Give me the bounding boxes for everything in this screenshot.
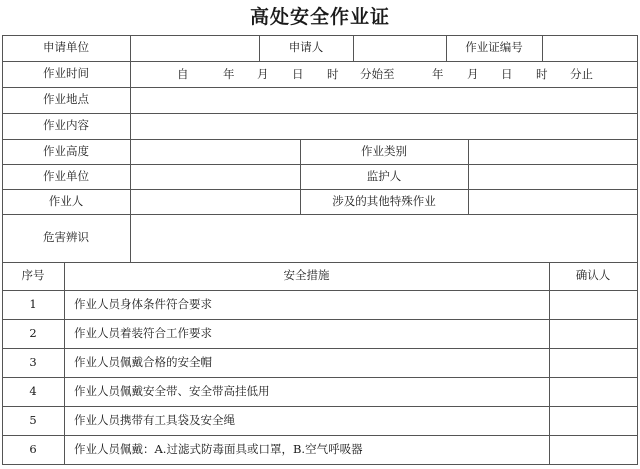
time-from: 自 [177,67,189,81]
time-month: 月 [257,67,269,81]
work-content-field[interactable] [130,113,637,139]
worker-label: 作业人 [48,193,84,208]
work-height-label: 作业高度 [43,143,89,158]
measure-confirmer-field[interactable] [549,406,637,435]
measure-text: 作业人员身体条件符合要求 [74,296,212,311]
measure-text: 作业人员携带有工具袋及安全绳 [74,412,235,427]
permit-no-label: 作业证编号 [465,40,523,55]
hazard-id-label: 危害辨识 [43,230,89,245]
time-day: 日 [292,67,304,81]
work-height-field[interactable] [130,139,300,164]
measure-no: 2 [29,325,37,340]
work-category-field[interactable] [468,139,637,164]
time-hour: 时 [327,67,339,81]
work-location-label: 作业地点 [43,92,89,107]
time-year-end: 年 [432,67,444,81]
time-hour-end: 时 [536,67,548,81]
time-minute-start-to: 分始至 [360,67,395,81]
applicant-unit-label: 申请单位 [43,40,89,55]
measure-no: 5 [29,412,37,427]
work-content-label: 作业内容 [43,118,89,133]
work-unit-field[interactable] [130,164,300,189]
time-day-end: 日 [501,67,513,81]
work-time-label: 作业时间 [43,66,89,81]
measure-no: 4 [29,383,37,398]
time-minute-stop: 分止 [570,67,593,81]
hazard-id-field[interactable] [130,214,637,262]
other-special-work-label: 涉及的其他特殊作业 [332,193,436,208]
measure-text: 作业人员着装符合工作要求 [74,325,212,340]
worker-field[interactable] [130,189,300,214]
measure-text: 作业人员佩戴：A.过滤式防毒面具或口罩，B.空气呼吸器 [74,441,363,456]
measures-header: 安全措施 [283,268,330,283]
supervisor-label: 监护人 [366,168,402,183]
work-location-field[interactable] [130,87,637,113]
permit-no-field[interactable] [542,35,637,61]
applicant-field[interactable] [353,35,446,61]
measure-confirmer-field[interactable] [549,348,637,377]
measure-confirmer-field[interactable] [549,377,637,406]
measure-text: 作业人员佩戴合格的安全帽 [74,354,212,369]
form-title: 高处安全作业证 [249,6,390,28]
time-year: 年 [223,67,235,81]
applicant-label: 申请人 [288,40,324,55]
measure-no: 6 [29,441,37,456]
measure-confirmer-field[interactable] [549,290,637,319]
supervisor-field[interactable] [468,164,637,189]
measures-no-header: 序号 [21,268,45,283]
measure-no: 1 [29,296,37,311]
measure-confirmer-field[interactable] [549,319,637,348]
measure-no: 3 [29,354,37,369]
work-category-label: 作业类别 [361,143,407,158]
time-month-end: 月 [467,67,479,81]
work-unit-label: 作业单位 [43,168,89,183]
measure-text: 作业人员佩戴安全带、安全带高挂低用 [74,383,270,398]
applicant-unit-field[interactable] [130,35,259,61]
other-special-work-field[interactable] [468,189,637,214]
confirmer-header: 确认人 [575,268,611,283]
measure-confirmer-field[interactable] [549,435,637,464]
